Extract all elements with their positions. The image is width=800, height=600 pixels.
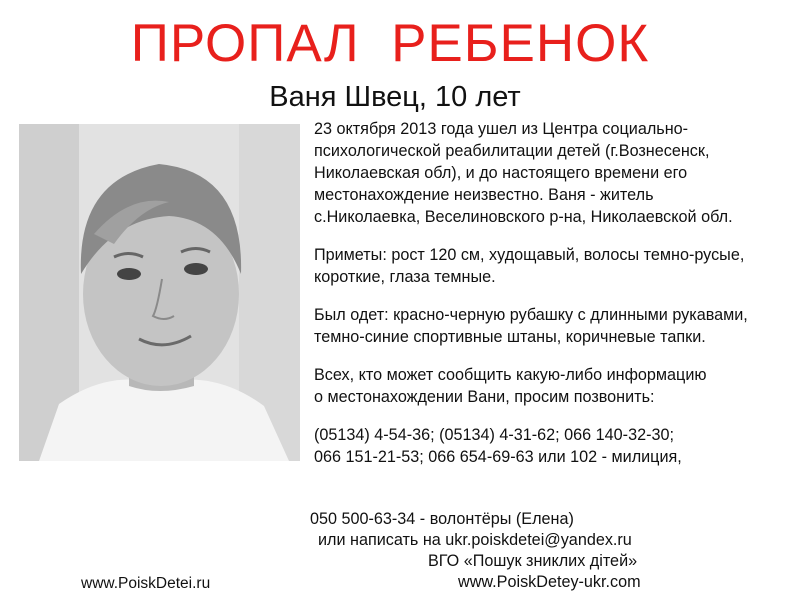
paragraph-features: Приметы: рост 120 см, худощавый, волосы темно-русые, короткие, глаза темные. <box>314 246 745 286</box>
paragraph-clothing: Был одет: красно-черную рубашку с длинными рукавами, темно-синие спортивные штаны, коричневые тапки. <box>314 306 748 346</box>
child-photo <box>19 124 300 461</box>
paragraph-appeal: Всех, кто может сообщить какую-либо информацию о местонахождении Вани, просим позвонить: <box>314 366 707 406</box>
description-text <box>314 118 798 484</box>
child-name-age: Ваня Швец, 10 лет <box>269 81 521 113</box>
website-right: www.PoiskDetey-ukr.com <box>458 573 641 591</box>
organization-name: ВГО «Пошук зниклих дітей» <box>428 552 638 570</box>
email-line: или написать на ukr.poiskdetei@yandex.ru <box>318 531 632 549</box>
contact-block <box>310 509 690 593</box>
headline-missing-child: ПРОПАЛ РЕБЕНОК <box>130 14 650 73</box>
paragraph-phones: (05134) 4-54-36; (05134) 4-31-62; 066 140-32-30; 066 151-21-53; 066 654-69-63 или 102 - милиция, <box>314 426 682 466</box>
paragraph-disappearance: 23 октября 2013 года ушел из Центра социально- психологической реабилитации детей (г.Вознесенск, Николаевская обл), и до настоящего времени его местонахождение неизвестно. Ваня - житель с.Николаевка, Веселиновского р-на, Николаевской обл. <box>314 120 733 226</box>
website-left: www.PoiskDetei.ru <box>81 575 211 592</box>
volunteer-phone: 050 500-63-34 - волонтёры (Елена) <box>310 510 574 528</box>
